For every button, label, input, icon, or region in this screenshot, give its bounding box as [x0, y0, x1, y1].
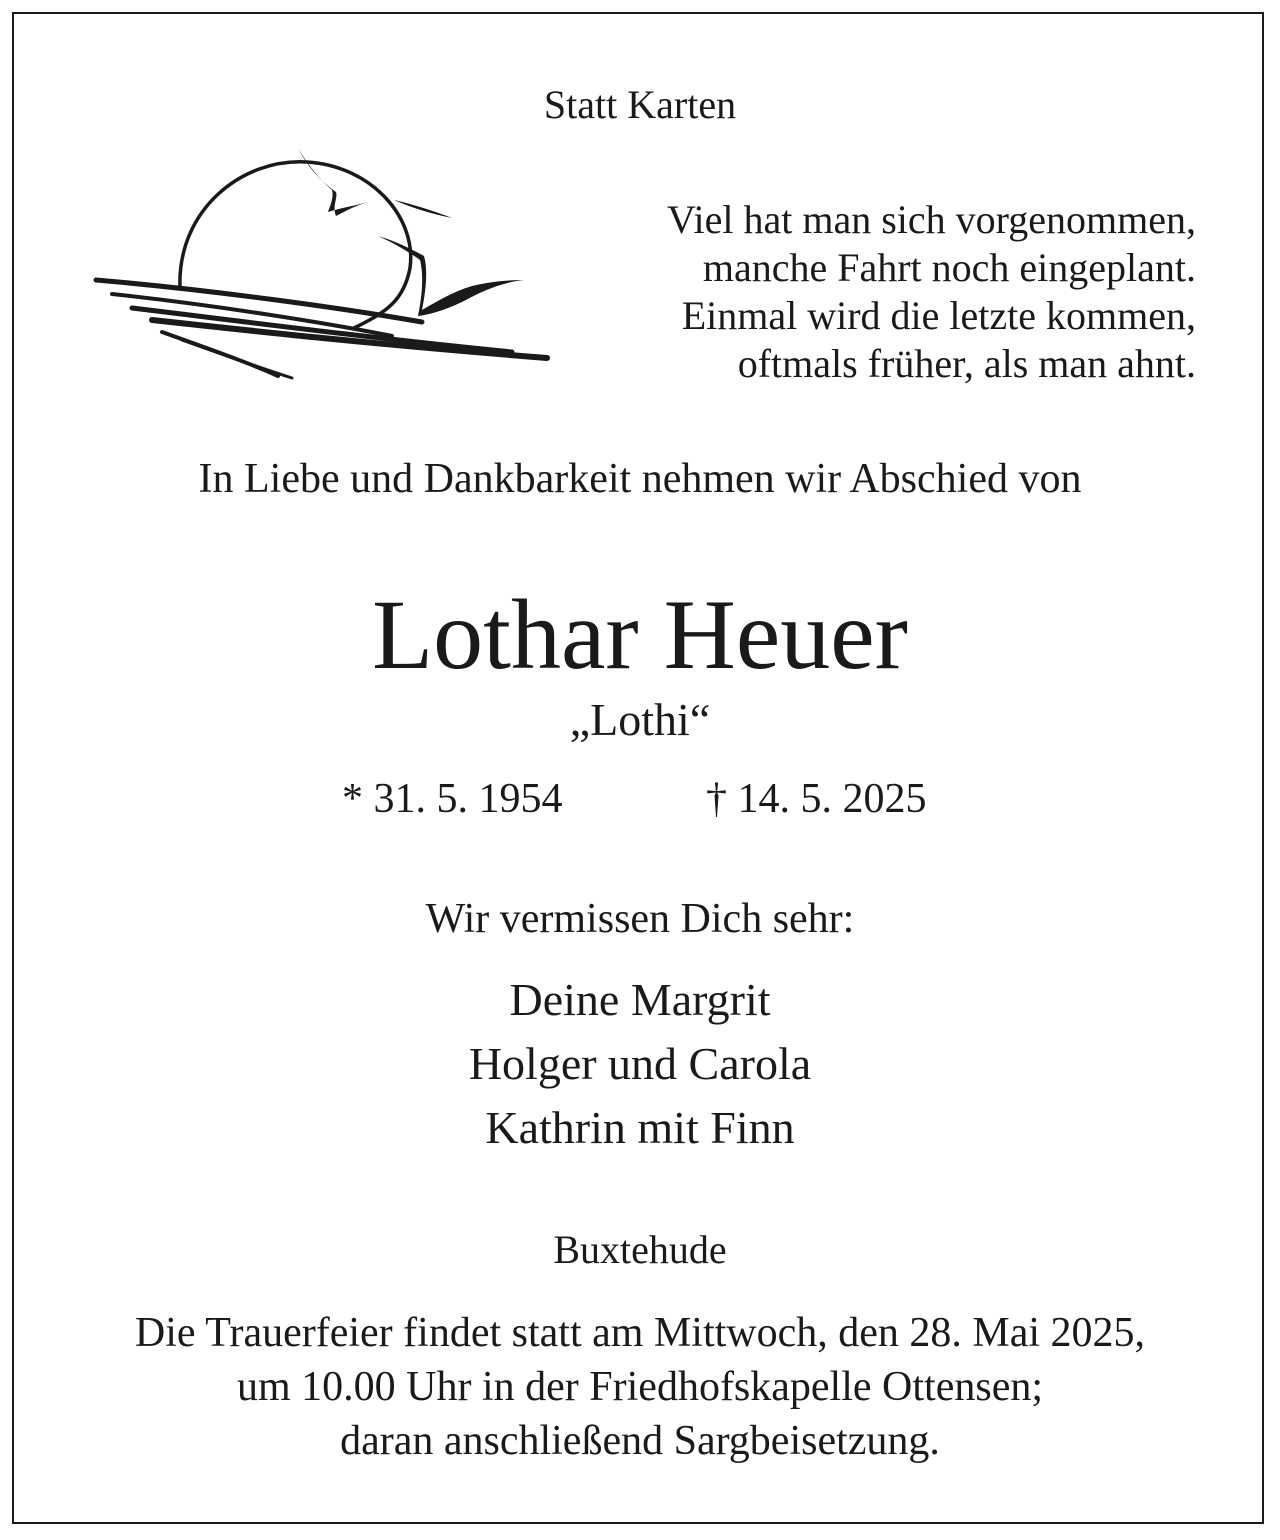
miss-line: Wir vermissen Dich sehr:: [425, 896, 855, 942]
service-line: daran anschließend Sargbeisetzung.: [340, 1418, 940, 1464]
service-line: um 10.00 Uhr in der Friedhofskapelle Ottensen;: [237, 1364, 1043, 1410]
service-line: Die Trauerfeier findet statt am Mittwoch, den 28. Mai 2025,: [134, 1310, 1146, 1356]
nickname: „Lothi“: [569, 694, 711, 745]
poem-line: oftmals früher, als man ahnt.: [737, 341, 1196, 386]
header-statt-karten: Statt Karten: [543, 82, 737, 127]
service-info: [0, 1306, 1280, 1468]
death-date: † 14. 5. 2025: [706, 776, 927, 822]
sunset-seagulls-icon: [92, 140, 562, 390]
place: Buxtehude: [553, 1227, 727, 1272]
poem-line: manche Fahrt noch eingeplant.: [702, 245, 1196, 290]
poem-line: Einmal wird die letzte kommen,: [681, 293, 1196, 338]
intro-text: In Liebe und Dankbarkeit nehmen wir Abschied von: [198, 456, 1082, 502]
family-member: Kathrin mit Finn: [485, 1102, 795, 1153]
family-member: Holger und Carola: [468, 1038, 812, 1089]
birth-date: * 31. 5. 1954: [342, 776, 563, 822]
family-list: [0, 968, 1280, 1160]
poem: [667, 196, 1196, 388]
poem-line: Viel hat man sich vorgenommen,: [667, 197, 1196, 242]
deceased-name: Lothar Heuer: [372, 579, 908, 690]
family-member: Deine Margrit: [509, 974, 771, 1025]
